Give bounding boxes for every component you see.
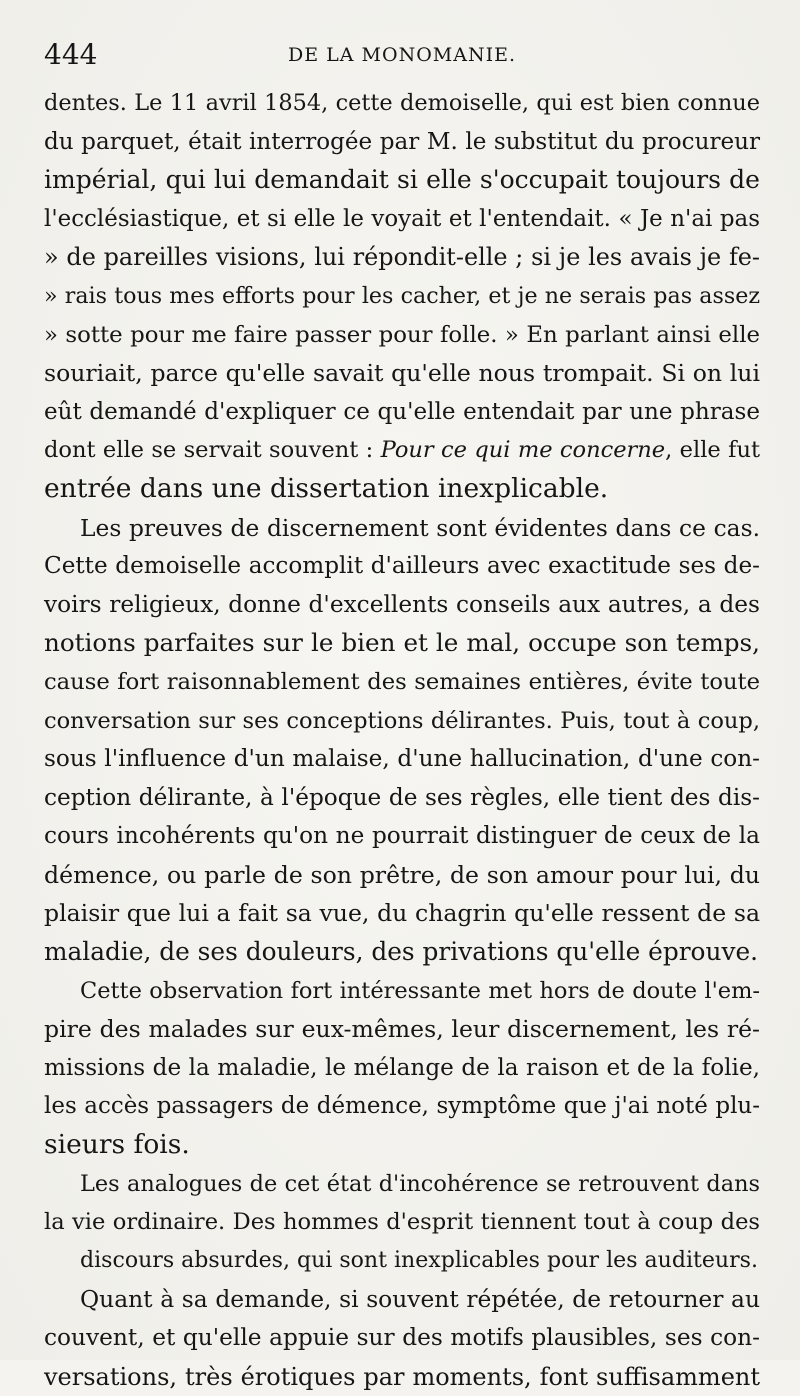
text-line: » rais tous mes efforts pour les cacher, et je ne serais pas assez bbox=[44, 282, 760, 309]
text-line: sous l'influence d'un malaise, d'une hallucination, d'une con- bbox=[44, 745, 760, 773]
text-line: souriait, parce qu'elle savait qu'elle nous trompait. Si on lui bbox=[44, 359, 760, 388]
text-line: les accès passagers de démence, symptôme que j'ai noté plu- bbox=[44, 1093, 760, 1120]
text-line: sieurs fois. bbox=[44, 1129, 190, 1161]
text-line: plaisir que lui a fait sa vue, du chagrin qu'elle ressent de sa bbox=[44, 899, 760, 928]
text-line: couvent, et qu'elle appuie sur des motifs plausibles, ses con- bbox=[44, 1324, 760, 1351]
text-line: maladie, de ses douleurs, des privations qu'elle éprouve. bbox=[44, 937, 759, 967]
text-line: Les analogues de cet état d'incohérence se retrouvent dans bbox=[80, 1170, 760, 1197]
text-segment: dont elle se servait souvent : bbox=[44, 437, 381, 464]
text-line: Cette demoiselle accomplit d'ailleurs avec exactitude ses de- bbox=[44, 553, 760, 580]
text-line: ception délirante, à l'époque de ses règles, elle tient des dis- bbox=[44, 783, 760, 811]
text-line: notions parfaites sur le bien et le mal, occupe son temps, bbox=[44, 628, 760, 658]
text-line: discours absurdes, qui sont inexplicables pour les auditeurs. bbox=[80, 1247, 758, 1273]
page-number: 444 bbox=[44, 38, 98, 71]
text-line: eût demandé d'expliquer ce qu'elle entendait par une phrase bbox=[44, 398, 760, 425]
text-line bbox=[44, 431, 760, 470]
text-line: » sotte pour me faire passer pour folle. » En parlant ainsi elle bbox=[44, 321, 760, 348]
text-line: dentes. Le 11 avril 1854, cette demoiselle, qui est bien connue bbox=[44, 90, 760, 116]
running-head: DE LA MONOMANIE. bbox=[288, 44, 516, 66]
body-text bbox=[44, 84, 760, 1396]
text-line: pire des malades sur eux-mêmes, leur discernement, les ré- bbox=[44, 1015, 760, 1044]
page-header bbox=[44, 38, 760, 78]
text-line: l'ecclésiastique, et si elle le voyait et l'entendait. « Je n'ai pas bbox=[44, 205, 760, 232]
text-line: du parquet, était interrogée par M. le substitut du procureur bbox=[44, 128, 760, 155]
text-segment: , elle fut bbox=[665, 437, 761, 464]
italic-phrase: Pour ce qui me concerne bbox=[380, 437, 666, 464]
text-line: la vie ordinaire. Des hommes d'esprit tiennent tout à coup des bbox=[44, 1209, 760, 1236]
text-line: cause fort raisonnablement des semaines entières, évite toute bbox=[44, 668, 760, 695]
text-line: Quant à sa demande, si souvent répétée, de retourner au bbox=[80, 1285, 760, 1314]
text-line: cours incohérents qu'on ne pourrait distinguer de ceux de la bbox=[44, 822, 760, 850]
text-line: impérial, qui lui demandait si elle s'occupait toujours de bbox=[44, 165, 760, 195]
text-line: conversation sur ses conceptions délirantes. Puis, tout à coup, bbox=[44, 707, 760, 734]
text-line: Les preuves de discernement sont évidentes dans ce cas. bbox=[80, 513, 760, 542]
text-line: entrée dans une dissertation inexplicable. bbox=[44, 472, 609, 504]
text-line: » de pareilles visions, lui répondit-elle ; si je les avais je fe- bbox=[44, 243, 760, 272]
text-line: démence, ou parle de son prêtre, de son amour pour lui, du bbox=[44, 860, 760, 889]
text-line: missions de la maladie, le mélange de la raison et de la folie, bbox=[44, 1054, 760, 1081]
text-line: versations, très érotiques par moments, font suffisamment bbox=[44, 1362, 760, 1391]
text-line: Cette observation fort intéressante met hors de doute l'em- bbox=[80, 977, 760, 1004]
text-line: voirs religieux, donne d'excellents conseils aux autres, a des bbox=[44, 590, 760, 618]
